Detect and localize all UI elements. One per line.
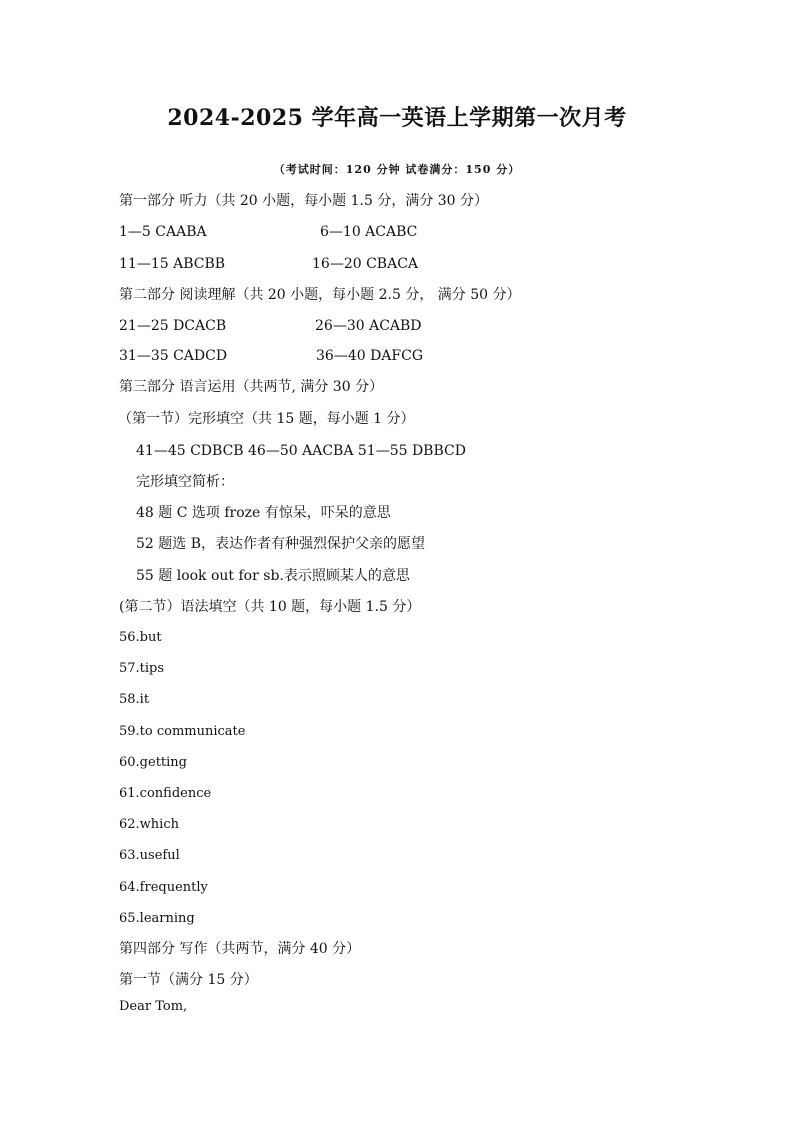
- grammar-answer: 56.but: [119, 630, 162, 645]
- grammar-answer: 64.frequently: [119, 880, 208, 895]
- grammar-answer: 58.it: [119, 692, 150, 707]
- part4-heading: 第四部分 写作（共两节，满分 40 分）: [119, 941, 361, 957]
- part3-section2-heading: (第二节）语法填空（共 10 题，每小题 1.5 分）: [119, 599, 421, 615]
- answer-group: 26—30 ACABD: [315, 318, 422, 334]
- grammar-answer: 60.getting: [119, 755, 187, 770]
- cloze-analysis-item: 55 题 look out for sb.表示照顾某人的意思: [136, 568, 410, 584]
- grammar-answer: 59.to communicate: [119, 724, 246, 739]
- answer-group: 21—25 DCACB: [119, 318, 227, 334]
- grammar-answer: 61.confidence: [119, 786, 212, 801]
- answer-group: 11—15 ABCBB: [119, 256, 226, 272]
- part4-section1-heading: 第一节（满分 15 分）: [119, 972, 258, 988]
- part3-heading: 第三部分 语言运用（共两节, 满分 30 分）: [119, 379, 384, 395]
- answer-row: [119, 254, 419, 274]
- grammar-answer: 62.which: [119, 817, 179, 832]
- cloze-analysis-item: 52 题选 B，表达作者有种强烈保护父亲的愿望: [136, 536, 426, 552]
- grammar-answer: 57.tips: [119, 661, 165, 676]
- part1-heading: 第一部分 听力（共 20 小题，每小题 1.5 分，满分 30 分）: [119, 193, 489, 209]
- page-title: 2024-2025 学年高一英语上学期第一次月考: [167, 105, 627, 131]
- grammar-answer: 65.learning: [119, 911, 195, 926]
- cloze-analysis-item: 48 题 C 选项 froze 有惊呆，吓呆的意思: [136, 505, 391, 521]
- answer-group: 36—40 DAFCG: [316, 348, 424, 364]
- answer-group: 6—10 ACABC: [320, 224, 418, 240]
- cloze-analysis-title: 完形填空简析：: [136, 474, 234, 490]
- answer-row: [119, 346, 424, 366]
- grammar-answer: 63.useful: [119, 848, 180, 863]
- answer-group: 31—35 CADCD: [119, 348, 228, 364]
- letter-salutation: Dear Tom,: [119, 999, 188, 1014]
- part3-section1-heading: （第一节）完形填空（共 15 题，每小题 1 分）: [118, 411, 415, 427]
- answer-group: 16—20 CBACA: [312, 256, 419, 272]
- part2-heading: 第二部分 阅读理解（共 20 小题，每小题 2.5 分， 满分 50 分）: [119, 287, 521, 303]
- answer-row: [119, 222, 418, 242]
- cloze-answers: 41—45 CDBCB 46—50 AACBA 51—55 DBBCD: [136, 443, 466, 459]
- answer-row: [119, 316, 422, 336]
- answer-group: 1—5 CAABA: [119, 224, 207, 240]
- exam-info: （考试时间：120 分钟 试卷满分：150 分）: [273, 163, 521, 176]
